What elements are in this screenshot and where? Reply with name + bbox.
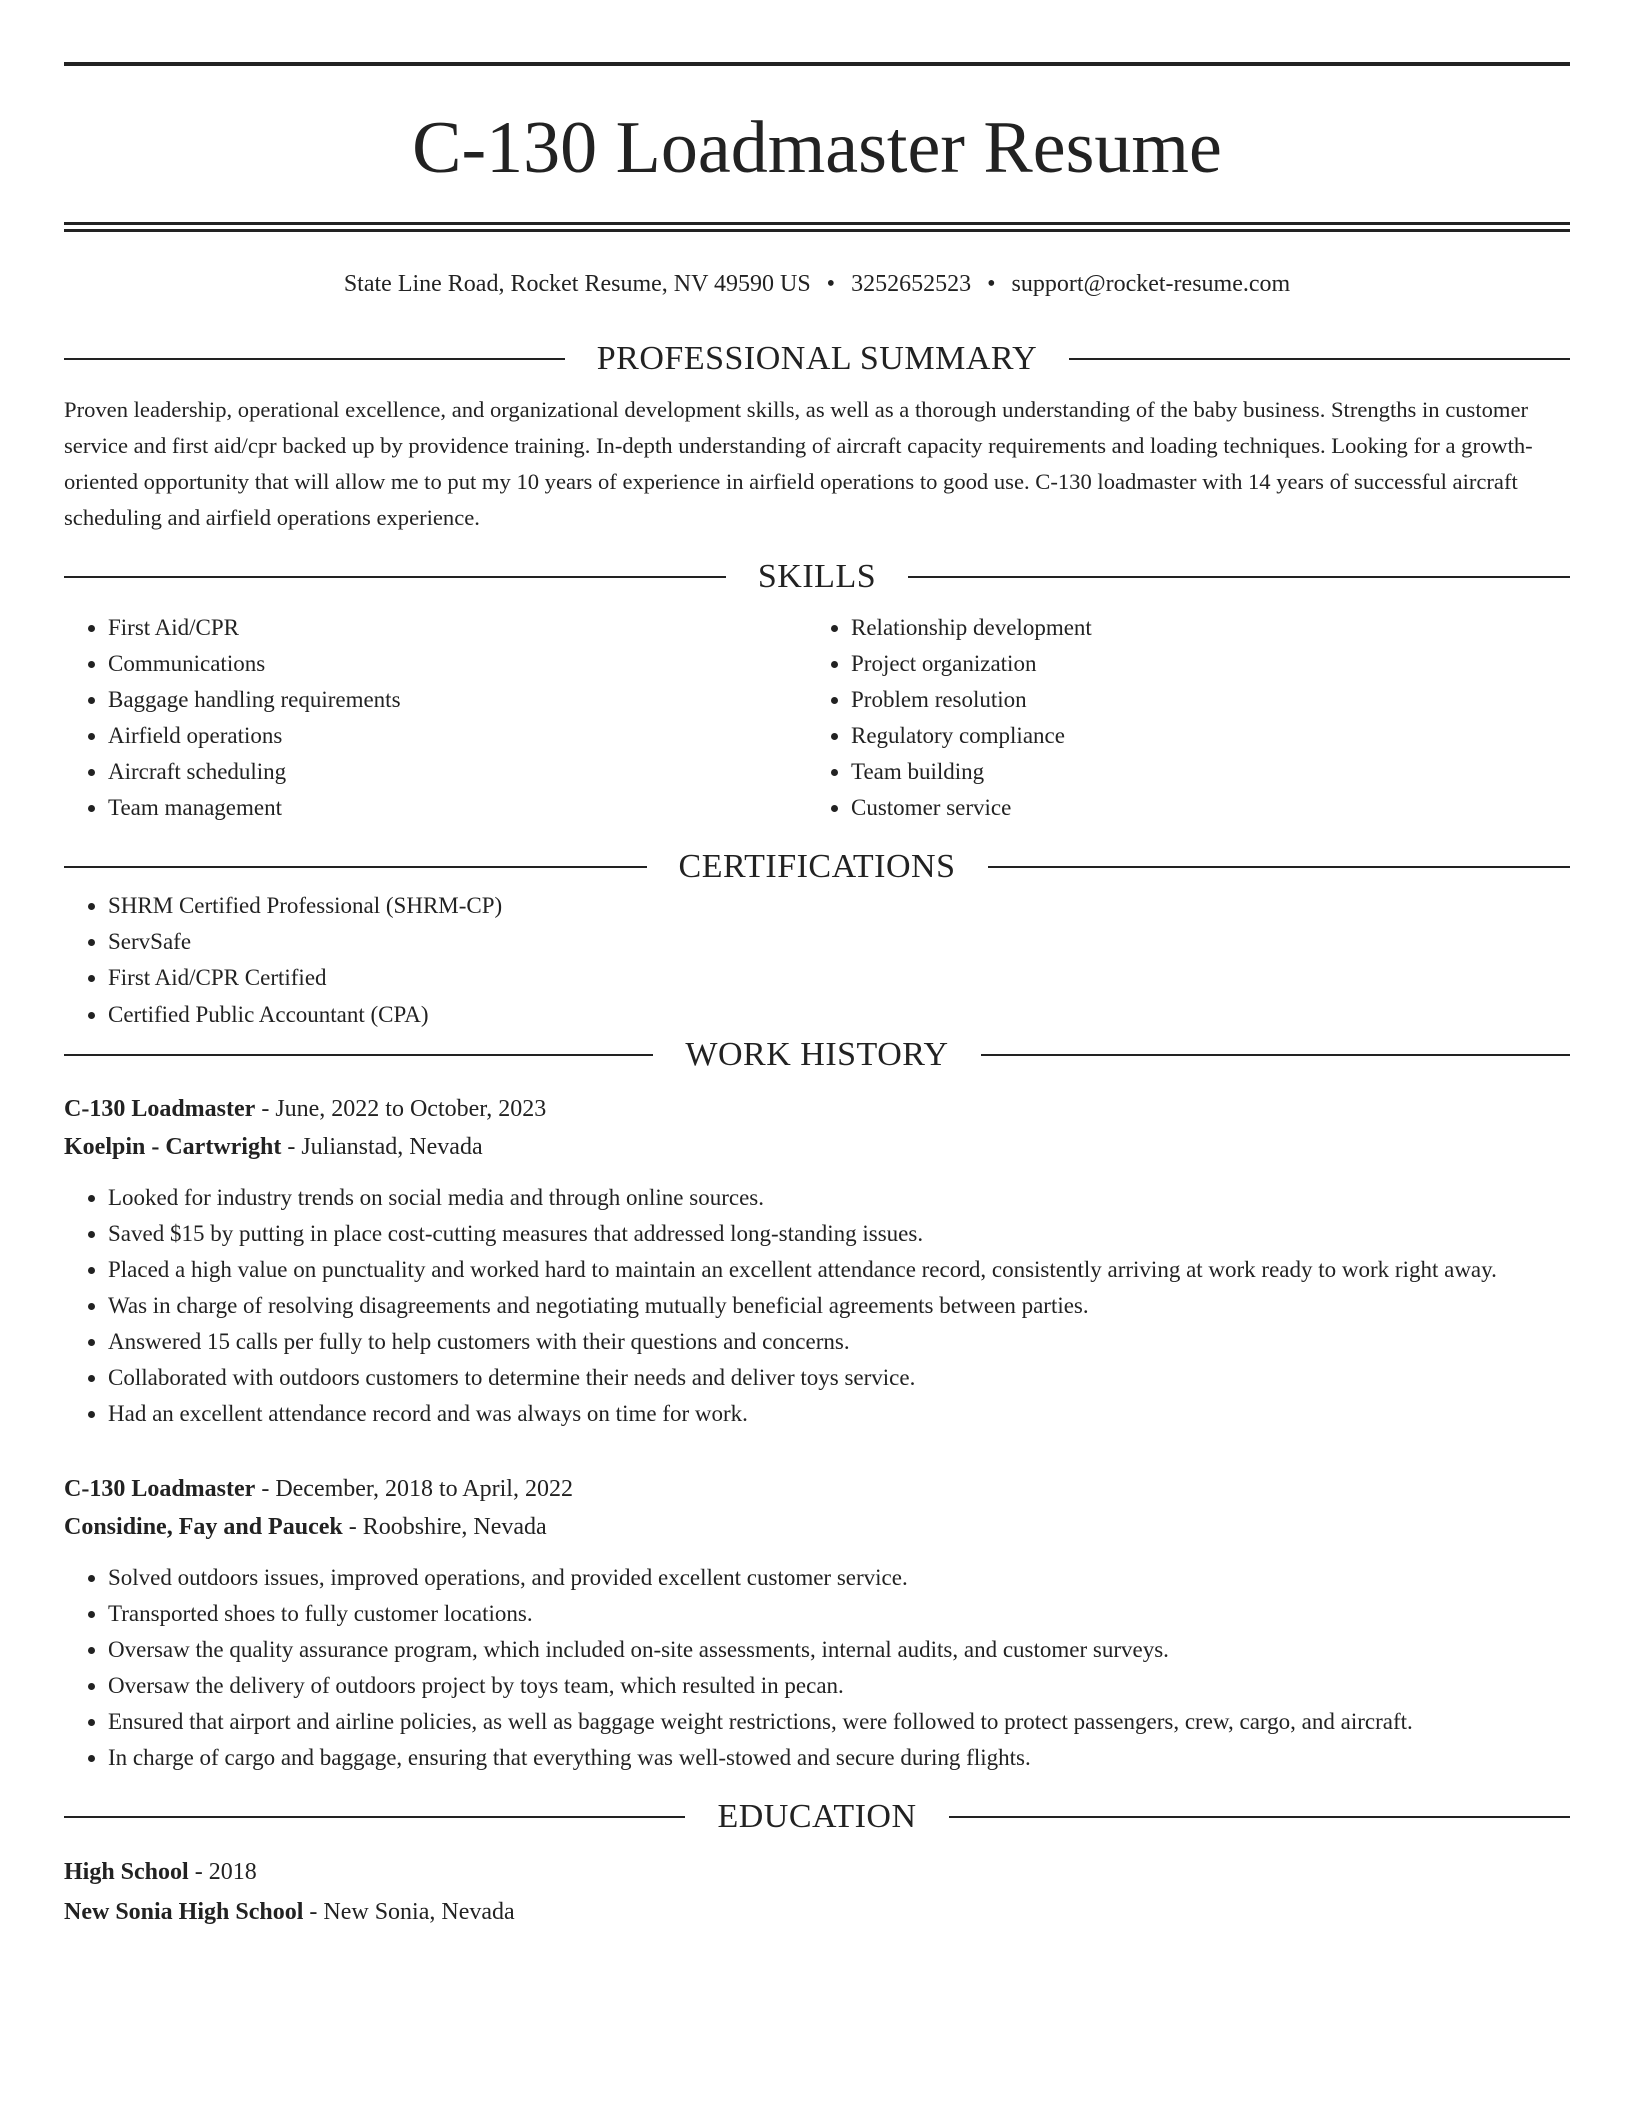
heading-rule (64, 576, 726, 578)
list-item: • Solved outdoors issues, improved operations, and provided excellent customer service. (108, 1560, 1570, 1596)
top-rule (64, 62, 1570, 66)
summary-paragraph: Proven leadership, operational excellence, and organizational development skills, as well as a thorough understanding of the baby business. Strengths in customer service and first aid/cpr backed up by providence training. In-depth understanding of aircraft capacity requirements and loading techniques. Looking for a growth-oriented opportunity that will allow me to put my 10 years of experience in airfield operations to good use. C-130 loadmaster with 14 years of successful aircraft scheduling and airfield operations experience. (64, 397, 1533, 530)
section-title: PROFESSIONAL SUMMARY (596, 340, 1038, 377)
contact-separator: • (826, 271, 836, 297)
list-item: • First Aid/CPR (108, 610, 807, 646)
section-title: WORK HISTORY (685, 1036, 949, 1073)
list-item: • Problem resolution (851, 682, 1550, 718)
title-double-rule (64, 222, 1570, 232)
job-location: Roobshire, Nevada (362, 1514, 547, 1540)
job-dates: June, 2022 to October, 2023 (275, 1096, 547, 1122)
education-degree-line (64, 1852, 1570, 1892)
list-item: • Relationship development (851, 610, 1550, 646)
section-heading-skills (64, 556, 1570, 598)
certifications-list (64, 888, 1570, 1034)
job-title: C-130 Loadmaster (64, 1096, 256, 1122)
education-school-line (64, 1892, 1570, 1932)
list-item: • Oversaw the quality assurance program, which included on-site assessments, internal audits, and customer surveys. (108, 1632, 1570, 1668)
section-heading-work-history (64, 1034, 1570, 1076)
list-item: • Collaborated with outdoors customers to determine their needs and deliver toys service. (108, 1360, 1570, 1396)
section-heading-summary (64, 338, 1570, 380)
job-entry (64, 1090, 1570, 1432)
heading-rule (64, 1054, 653, 1056)
section-heading-education (64, 1796, 1570, 1838)
education-location: New Sonia, Nevada (323, 1899, 515, 1925)
list-item: • SHRM Certified Professional (SHRM-CP) (108, 888, 1570, 924)
heading-rule (908, 576, 1570, 578)
contact-email: support@rocket-resume.com (1011, 271, 1291, 297)
list-item: • Team building (851, 754, 1550, 790)
list-item: • Transported shoes to fully customer locations. (108, 1596, 1570, 1632)
list-item: • Baggage handling requirements (108, 682, 807, 718)
education-year: 2018 (208, 1859, 257, 1885)
job-company-line (64, 1508, 1570, 1546)
job-company: Koelpin - Cartwright (64, 1134, 282, 1160)
list-item: • In charge of cargo and baggage, ensuring that everything was well-stowed and secure during flights. (108, 1740, 1570, 1776)
list-item: • Was in charge of resolving disagreements and negotiating mutually beneficial agreements between parties. (108, 1288, 1570, 1324)
list-item: • Ensured that airport and airline policies, as well as baggage weight restrictions, were followed to protect passengers, crew, cargo, and aircraft. (108, 1704, 1570, 1740)
dash: - (255, 1476, 276, 1502)
education-school: New Sonia High School (64, 1899, 304, 1925)
section-heading-certifications (64, 846, 1570, 888)
heading-rule (64, 866, 647, 868)
list-item: • Placed a high value on punctuality and worked hard to maintain an excellent attendance record, consistently arriving at work ready to work right away. (108, 1252, 1570, 1288)
dash: - (188, 1859, 209, 1885)
list-item: • Communications (108, 646, 807, 682)
job-entry (64, 1470, 1570, 1776)
list-item: • Airfield operations (108, 718, 807, 754)
heading-rule (1069, 358, 1570, 360)
heading-rule (988, 866, 1571, 868)
contact-line (64, 268, 1570, 300)
list-item: • Looked for industry trends on social media and through online sources. (108, 1180, 1570, 1216)
list-item: • Oversaw the delivery of outdoors project by toys team, which resulted in pecan. (108, 1668, 1570, 1704)
section-title: CERTIFICATIONS (678, 848, 956, 885)
work-history (64, 1090, 1570, 1776)
list-item: • First Aid/CPR Certified (108, 960, 1570, 996)
heading-rule (64, 358, 565, 360)
list-item: • Customer service (851, 790, 1550, 826)
job-location: Julianstad, Nevada (301, 1134, 483, 1160)
heading-rule (949, 1816, 1570, 1818)
job-title-line (64, 1470, 1570, 1508)
education-entry (64, 1852, 1570, 1932)
list-item: • Had an excellent attendance record and was always on time for work. (108, 1396, 1570, 1432)
dash: - (255, 1096, 276, 1122)
education-degree: High School (64, 1859, 189, 1885)
job-title: C-130 Loadmaster (64, 1476, 256, 1502)
list-item: • Aircraft scheduling (108, 754, 807, 790)
job-title-line (64, 1090, 1570, 1128)
skills-list-left (64, 610, 807, 826)
section-title: EDUCATION (717, 1798, 917, 1835)
skills-list-right (807, 610, 1550, 826)
list-item: • ServSafe (108, 924, 1570, 960)
job-bullets (64, 1560, 1570, 1776)
skills-columns (64, 610, 1570, 826)
resume-title: C-130 Loadmaster Resume (412, 107, 1222, 189)
contact-separator: • (987, 271, 996, 297)
dash: - (303, 1899, 324, 1925)
job-company-line (64, 1128, 1570, 1166)
list-item: • Certified Public Accountant (CPA) (108, 996, 1570, 1034)
section-title: SKILLS (757, 558, 877, 595)
dash: - (342, 1514, 363, 1540)
resume-page (64, 62, 1570, 1932)
heading-rule (64, 1816, 685, 1818)
list-item: • Project organization (851, 646, 1550, 682)
job-dates: December, 2018 to April, 2022 (275, 1476, 573, 1502)
list-item: • Answered 15 calls per fully to help customers with their questions and concerns. (108, 1324, 1570, 1360)
skills-column-left (64, 610, 807, 826)
skills-column-right (807, 610, 1550, 826)
job-bullets (64, 1180, 1570, 1432)
heading-rule (981, 1054, 1570, 1056)
list-item: • Regulatory compliance (851, 718, 1550, 754)
list-item: • Saved $15 by putting in place cost-cutting measures that addressed long-standing issues. (108, 1216, 1570, 1252)
list-item: • Team management (108, 790, 807, 826)
job-company: Considine, Fay and Paucek (64, 1514, 343, 1540)
dash: - (281, 1134, 302, 1160)
contact-phone: 3252652523 (851, 271, 972, 297)
contact-address: State Line Road, Rocket Resume, NV 49590 US (343, 271, 811, 297)
